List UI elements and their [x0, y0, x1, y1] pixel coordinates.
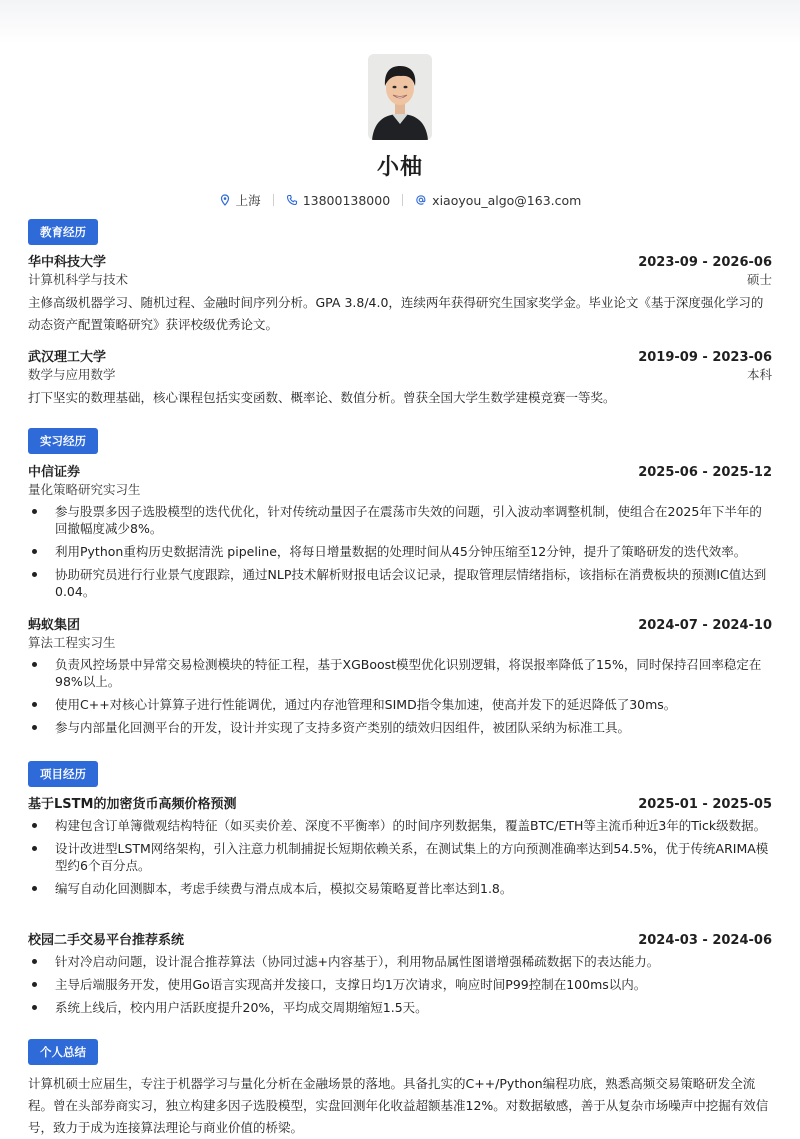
internship-dates: 2025-06 - 2025-12 — [638, 465, 772, 480]
bullet-list — [28, 503, 772, 600]
bullet-list — [28, 817, 772, 897]
education-dates: 2019-09 - 2023-06 — [638, 350, 772, 365]
school-name: 武汉理工大学 — [28, 350, 107, 365]
education-item — [28, 349, 772, 409]
internship-dates: 2024-07 - 2024-10 — [638, 618, 772, 633]
section-title-education: 教育经历 — [28, 219, 98, 245]
list-item: 使用C++对核心计算算子进行性能调优，通过内存池管理和SIMD指令集加速，使高并发下的延迟降低了30ms。 — [28, 696, 772, 713]
section-title-summary: 个人总结 — [28, 1039, 98, 1065]
location-pin-icon — [219, 194, 231, 206]
list-item: 参与内部量化回测平台的开发，设计并实现了支持多资产类别的绩效归因组件，被团队采纳为标准工具。 — [28, 719, 772, 736]
resume-header — [28, 0, 772, 209]
degree: 本科 — [746, 367, 772, 382]
section-title-internship: 实习经历 — [28, 428, 98, 454]
education-description: 主修高级机器学习、随机过程、金融时间序列分析。GPA 3.8/4.0，连续两年获得研究生国家奖学金。毕业论文《基于深度强化学习的动态资产配置策略研究》获评校级优秀论文。 — [28, 295, 764, 332]
section-education — [28, 219, 772, 245]
section-internship — [28, 428, 772, 454]
list-item: 协助研究员进行行业景气度跟踪，通过NLP技术解析财报电话会议记录，提取管理层情绪指标，该指标在消费板块的预测IC值达到0.04。 — [28, 566, 772, 600]
list-item: 参与股票多因子选股模型的迭代优化，针对传统动量因子在震荡市失效的问题，引入波动率调整机制，使组合在2025年下半年的回撤幅度减少8%。 — [28, 503, 772, 537]
project-item — [28, 796, 772, 903]
list-item: 设计改进型LSTM网络架构，引入注意力机制捕捉长短期依赖关系，在测试集上的方向预测准确率达到54.5%，优于传统ARIMA模型约6个百分点。 — [28, 840, 772, 874]
phone-text: 13800138000 — [302, 192, 391, 208]
contact-location — [207, 191, 273, 209]
degree: 硕士 — [746, 272, 772, 287]
internship-item — [28, 464, 772, 606]
section-projects — [28, 761, 772, 787]
contact-phone[interactable] — [274, 193, 402, 208]
section-summary — [28, 1039, 772, 1065]
project-name: 基于LSTM的加密货币高频价格预测 — [28, 797, 237, 812]
section-title-projects: 项目经历 — [28, 761, 98, 787]
education-dates: 2023-09 - 2026-06 — [638, 255, 772, 270]
company-name: 蚂蚁集团 — [28, 618, 81, 633]
list-item: 构建包含订单簿微观结构特征（如买卖价差、深度不平衡率）的时间序列数据集，覆盖BTC/ETH等主流币种近3年的Tick级数据。 — [28, 817, 772, 834]
project-dates: 2024-03 - 2024-06 — [638, 933, 772, 948]
location-text: 上海 — [235, 193, 261, 208]
education-item — [28, 254, 772, 336]
job-role: 量化策略研究实习生 — [28, 482, 141, 497]
bullet-list — [28, 953, 772, 1016]
bullet-list — [28, 656, 772, 736]
project-name: 校园二手交易平台推荐系统 — [28, 933, 185, 948]
job-role: 算法工程实习生 — [28, 635, 116, 650]
avatar — [368, 54, 432, 140]
summary-block — [28, 1073, 772, 1139]
contact-bar — [28, 191, 772, 209]
phone-icon — [286, 194, 298, 206]
school-name: 华中科技大学 — [28, 255, 107, 270]
contact-email[interactable] — [403, 193, 593, 208]
candidate-name: 小柚 — [376, 155, 423, 180]
resume-page — [28, 0, 772, 1135]
project-item — [28, 932, 772, 1022]
education-description: 打下坚实的数理基础，核心课程包括实变函数、概率论、数值分析。曾获全国大学生数学建模竞赛一等奖。 — [28, 390, 616, 405]
list-item: 主导后端服务开发，使用Go语言实现高并发接口，支撑日均1万次请求，响应时间P99控制在100ms以内。 — [28, 976, 772, 993]
at-sign-icon — [415, 194, 427, 206]
major: 数学与应用数学 — [28, 367, 116, 382]
list-item: 负责风控场景中异常交易检测模块的特征工程，基于XGBoost模型优化识别逻辑，将误报率降低了15%，同时保持召回率稳定在98%以上。 — [28, 656, 772, 690]
email-text: xiaoyou_algo@163.com — [432, 192, 582, 208]
avatar-photo — [368, 54, 432, 140]
list-item: 系统上线后，校内用户活跃度提升20%，平均成交周期缩短1.5天。 — [28, 999, 772, 1016]
list-item: 利用Python重构历史数据清洗 pipeline，将每日增量数据的处理时间从45分钟压缩至12分钟，提升了策略研发的迭代效率。 — [28, 543, 772, 560]
list-item: 编写自动化回测脚本，考虑手续费与滑点成本后，模拟交易策略夏普比率达到1.8。 — [28, 880, 772, 897]
internship-item — [28, 617, 772, 742]
summary-text: 计算机硕士应届生，专注于机器学习与量化分析在金融场景的落地。具备扎实的C++/Python编程功底，熟悉高频交易策略研发全流程。曾在头部券商实习，独立构建多因子选股模型，实盘回测年化收益超额基准12%。对数据敏感，善于从复杂市场噪声中挖掘有效信号，致力于成为连接算法理论与商业价值的桥梁。 — [28, 1076, 769, 1135]
project-dates: 2025-01 - 2025-05 — [638, 797, 772, 812]
company-name: 中信证券 — [28, 465, 81, 480]
list-item: 针对冷启动问题，设计混合推荐算法（协同过滤+内容基于），利用物品属性图谱增强稀疏数据下的表达能力。 — [28, 953, 772, 970]
major: 计算机科学与技术 — [28, 272, 129, 287]
